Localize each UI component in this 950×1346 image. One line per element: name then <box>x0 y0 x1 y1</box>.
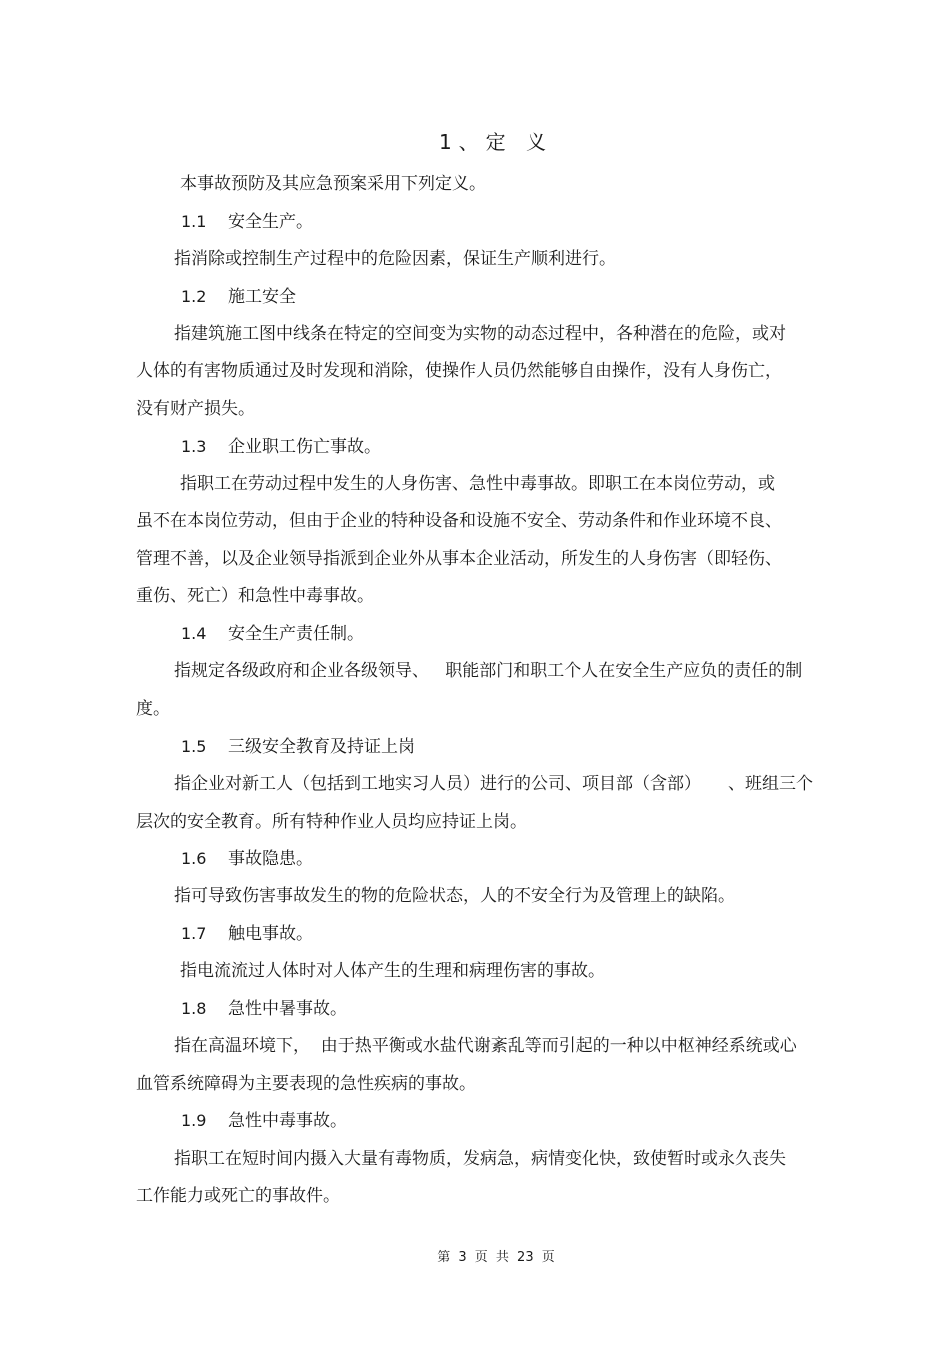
section-number: 1.7 <box>181 924 207 943</box>
section-title: 企业职工伤亡事故。 <box>228 437 381 457</box>
paragraph-line: 指职工在劳动过程中发生的人身伤害、急性中毒事故。即职工在本岗位劳动，或 <box>180 474 775 494</box>
section-number: 1.6 <box>181 849 207 868</box>
paragraph-line: 指建筑施工图中线条在特定的空间变为实物的动态过程中，各种潜在的危险，或对 <box>174 324 786 344</box>
paragraph-line: 指在高温环境下， 由于热平衡或水盐代谢紊乱等而引起的一种以中枢神经系统或心 <box>174 1036 797 1056</box>
section-number: 1.4 <box>181 624 207 643</box>
paragraph-line: 没有财产损失。 <box>136 399 255 419</box>
paragraph-line: 指企业对新工人（包括到工地实习人员）进行的公司、项目部（含部） 、班组三个 <box>174 774 814 794</box>
section-number: 1.9 <box>181 1111 207 1130</box>
section-number: 1.2 <box>181 287 207 306</box>
section-title: 急性中暑事故。 <box>228 999 347 1019</box>
section-title: 急性中毒事故。 <box>228 1111 347 1131</box>
paragraph-line: 层次的安全教育。所有特种作业人员均应持证上岗。 <box>136 812 527 832</box>
paragraph-line: 血管系统障碍为主要表现的急性疾病的事故。 <box>136 1074 476 1094</box>
section-number: 1.8 <box>181 999 207 1018</box>
section-title: 安全生产。 <box>228 212 313 232</box>
paragraph-line: 工作能力或死亡的事故件。 <box>136 1186 340 1206</box>
page-number-footer: 第 3 页 共 23 页 <box>437 1250 555 1265</box>
paragraph-line: 虽不在本岗位劳动，但由于企业的特种设备和设施不安全、劳动条件和作业环境不良、 <box>136 511 782 531</box>
paragraph-line: 指可导致伤害事故发生的物的危险状态，人的不安全行为及管理上的缺陷。 <box>174 886 735 906</box>
section-number: 1.3 <box>181 437 207 456</box>
section-title: 安全生产责任制。 <box>228 624 364 644</box>
paragraph-line: 人体的有害物质通过及时发现和消除，使操作人员仍然能够自由操作，没有人身伤亡， <box>136 361 782 381</box>
section-title: 三级安全教育及持证上岗 <box>228 737 415 757</box>
paragraph-line: 指职工在短时间内摄入大量有毒物质，发病急，病情变化快，致使暂时或永久丧失 <box>174 1149 786 1169</box>
page-title: 1、定 义 <box>438 130 554 154</box>
intro-paragraph: 本事故预防及其应急预案采用下列定义。 <box>180 174 486 194</box>
paragraph-line: 重伤、死亡）和急性中毒事故。 <box>136 586 374 606</box>
paragraph-line: 度。 <box>136 699 170 719</box>
section-title: 触电事故。 <box>228 924 313 944</box>
paragraph-line: 指电流流过人体时对人体产生的生理和病理伤害的事故。 <box>180 961 605 981</box>
section-number: 1.1 <box>181 212 207 231</box>
paragraph-line: 指规定各级政府和企业各级领导、 职能部门和职工个人在安全生产应负的责任的制 <box>174 661 803 681</box>
section-number: 1.5 <box>181 737 207 756</box>
section-title: 事故隐患。 <box>228 849 313 869</box>
paragraph-line: 管理不善，以及企业领导指派到企业外从事本企业活动，所发生的人身伤害（即轻伤、 <box>136 549 782 569</box>
paragraph-line: 指消除或控制生产过程中的危险因素，保证生产顺利进行。 <box>174 249 616 269</box>
section-title: 施工安全 <box>228 287 296 307</box>
